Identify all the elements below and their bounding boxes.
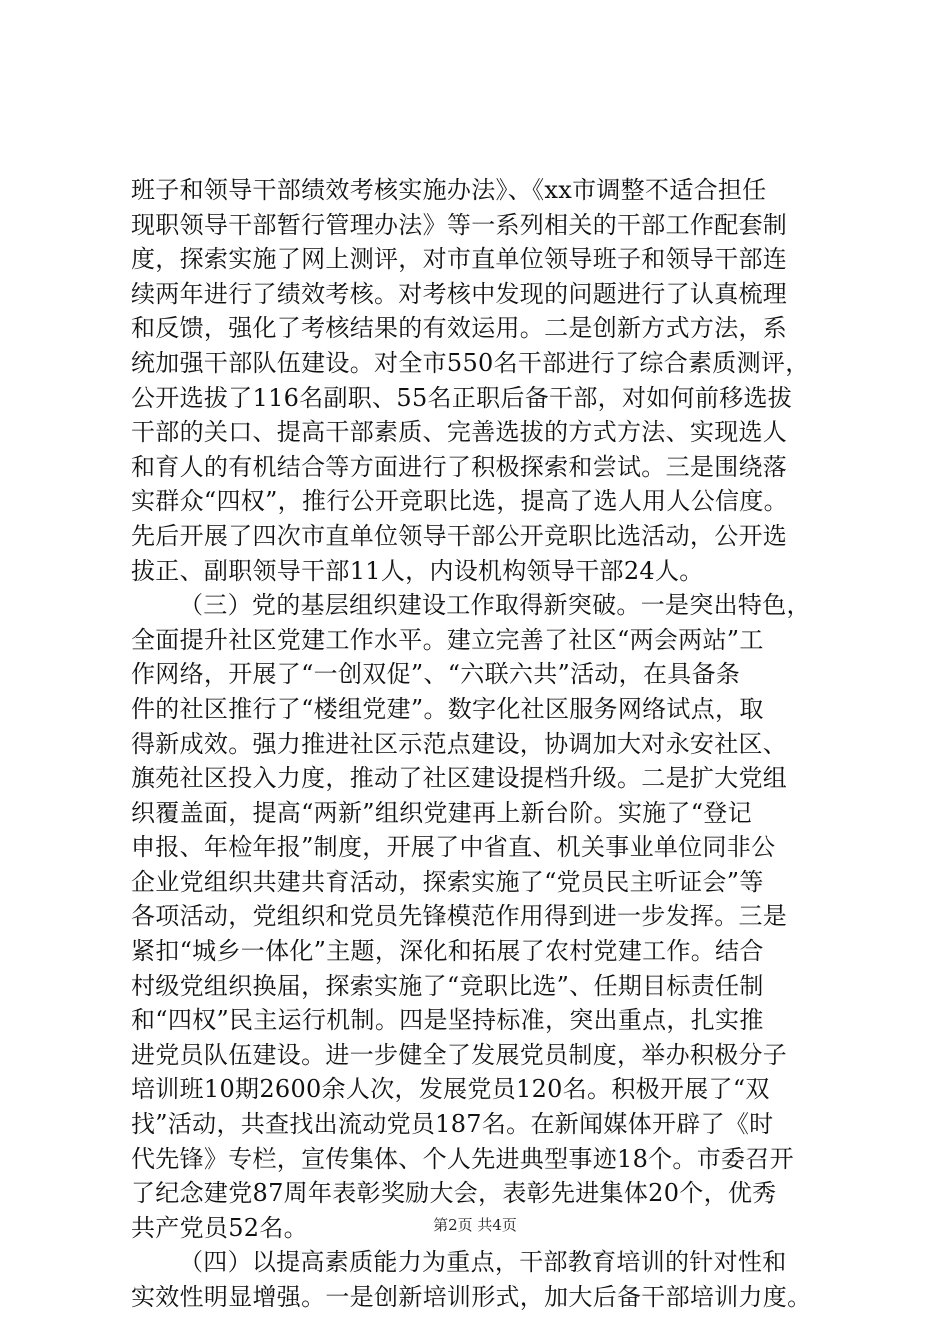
text-line: 班子和领导干部绩效考核实施办法》、《xx市调整不适合担任: [131, 176, 767, 204]
text-line: 续两年进行了绩效考核。对考核中发现的问题进行了认真梳理: [131, 279, 788, 308]
text-line: 申报、年检年报”制度，开展了中省直、机关事业单位同非公: [131, 833, 776, 862]
text-line: 代先锋》专栏，宣传集体、个人先进典型事迹18个。市委召开: [131, 1144, 794, 1173]
text-line: 公开选拔了116名副职、55名正职后备干部，对如何前移选拔: [131, 383, 793, 412]
text-line: 统加强干部队伍建设。对全市550名干部进行了综合素质测评，: [131, 348, 810, 377]
text-line: 各项活动，党组织和党员先锋模范作用得到进一步发挥。三是: [131, 902, 788, 931]
text-line: 和“四权”民主运行机制。四是坚持标准，突出重点，扎实推: [131, 1006, 764, 1035]
text-line: 找”活动，共查找出流动党员187名。在新闻媒体开辟了《时: [131, 1110, 774, 1139]
text-line: 村级党组织换届，探索实施了“竞职比选”、任期目标责任制: [131, 971, 764, 1000]
text-line: 旗苑社区投入力度，推动了社区建设提档升级。二是扩大党组: [131, 764, 788, 793]
text-line: 拔正、副职领导干部11人，内设机构领导干部24人。: [131, 556, 704, 585]
text-line: 了纪念建党87周年表彰奖励大会，表彰先进集体20个，优秀: [131, 1179, 777, 1208]
text-line: 和育人的有机结合等方面进行了积极探索和尝试。三是围绕落: [131, 452, 788, 481]
text-line: 现职领导干部暂行管理办法》等一系列相关的干部工作配套制: [131, 210, 788, 239]
text-line: 紧扣“城乡一体化”主题，深化和拓展了农村党建工作。结合: [131, 937, 764, 966]
text-line: 先后开展了四次市直单位领导干部公开竞职比选活动，公开选: [131, 521, 788, 550]
text-line: 干部的关口、提高干部素质、完善选拔的方式方法、实现选人: [131, 418, 788, 447]
page-number-label: 第2页 共4页: [433, 1216, 517, 1234]
text-line: 度，探索实施了网上测评，对市直单位领导班子和领导干部连: [131, 245, 788, 274]
text-line: 实群众“四权”，推行公开竞职比选，提高了选人用人公信度。: [131, 487, 788, 516]
text-line: 织覆盖面，提高“两新”组织党建再上新台阶。实施了“登记: [131, 798, 752, 827]
text-line: 实效性明显增强。一是创新培训形式，加大后备干部培训力度。: [131, 1283, 812, 1311]
paragraph-start-line: （三）党的基层组织建设工作取得新突破。一是突出特色，: [179, 591, 811, 620]
text-line: 全面提升社区党建工作水平。建立完善了社区“两会两站”工: [131, 625, 764, 654]
text-line: 得新成效。强力推进社区示范点建设，协调加大对永安社区、: [131, 729, 788, 758]
text-line: 企业党组织共建共育活动，探索实施了“党员民主听证会”等: [131, 867, 764, 896]
paragraph-start-line: （四）以提高素质能力为重点，干部教育培训的针对性和: [179, 1248, 787, 1277]
text-line: 共产党员52名。: [131, 1213, 308, 1242]
body-text: [131, 173, 841, 1315]
text-line: 作网络，开展了“一创双促”、“六联六共”活动，在具备条: [131, 660, 741, 689]
page-footer: [0, 1214, 950, 1236]
text-line: 进党员队伍建设。进一步健全了发展党员制度，举办积极分子: [131, 1040, 788, 1069]
text-line: 培训班10期2600余人次，发展党员120名。积极开展了“双: [131, 1075, 770, 1104]
text-line: 件的社区推行了“楼组党建”。数字化社区服务网络试点，取: [131, 694, 764, 723]
text-line: 和反馈，强化了考核结果的有效运用。二是创新方式方法，系: [131, 314, 788, 343]
